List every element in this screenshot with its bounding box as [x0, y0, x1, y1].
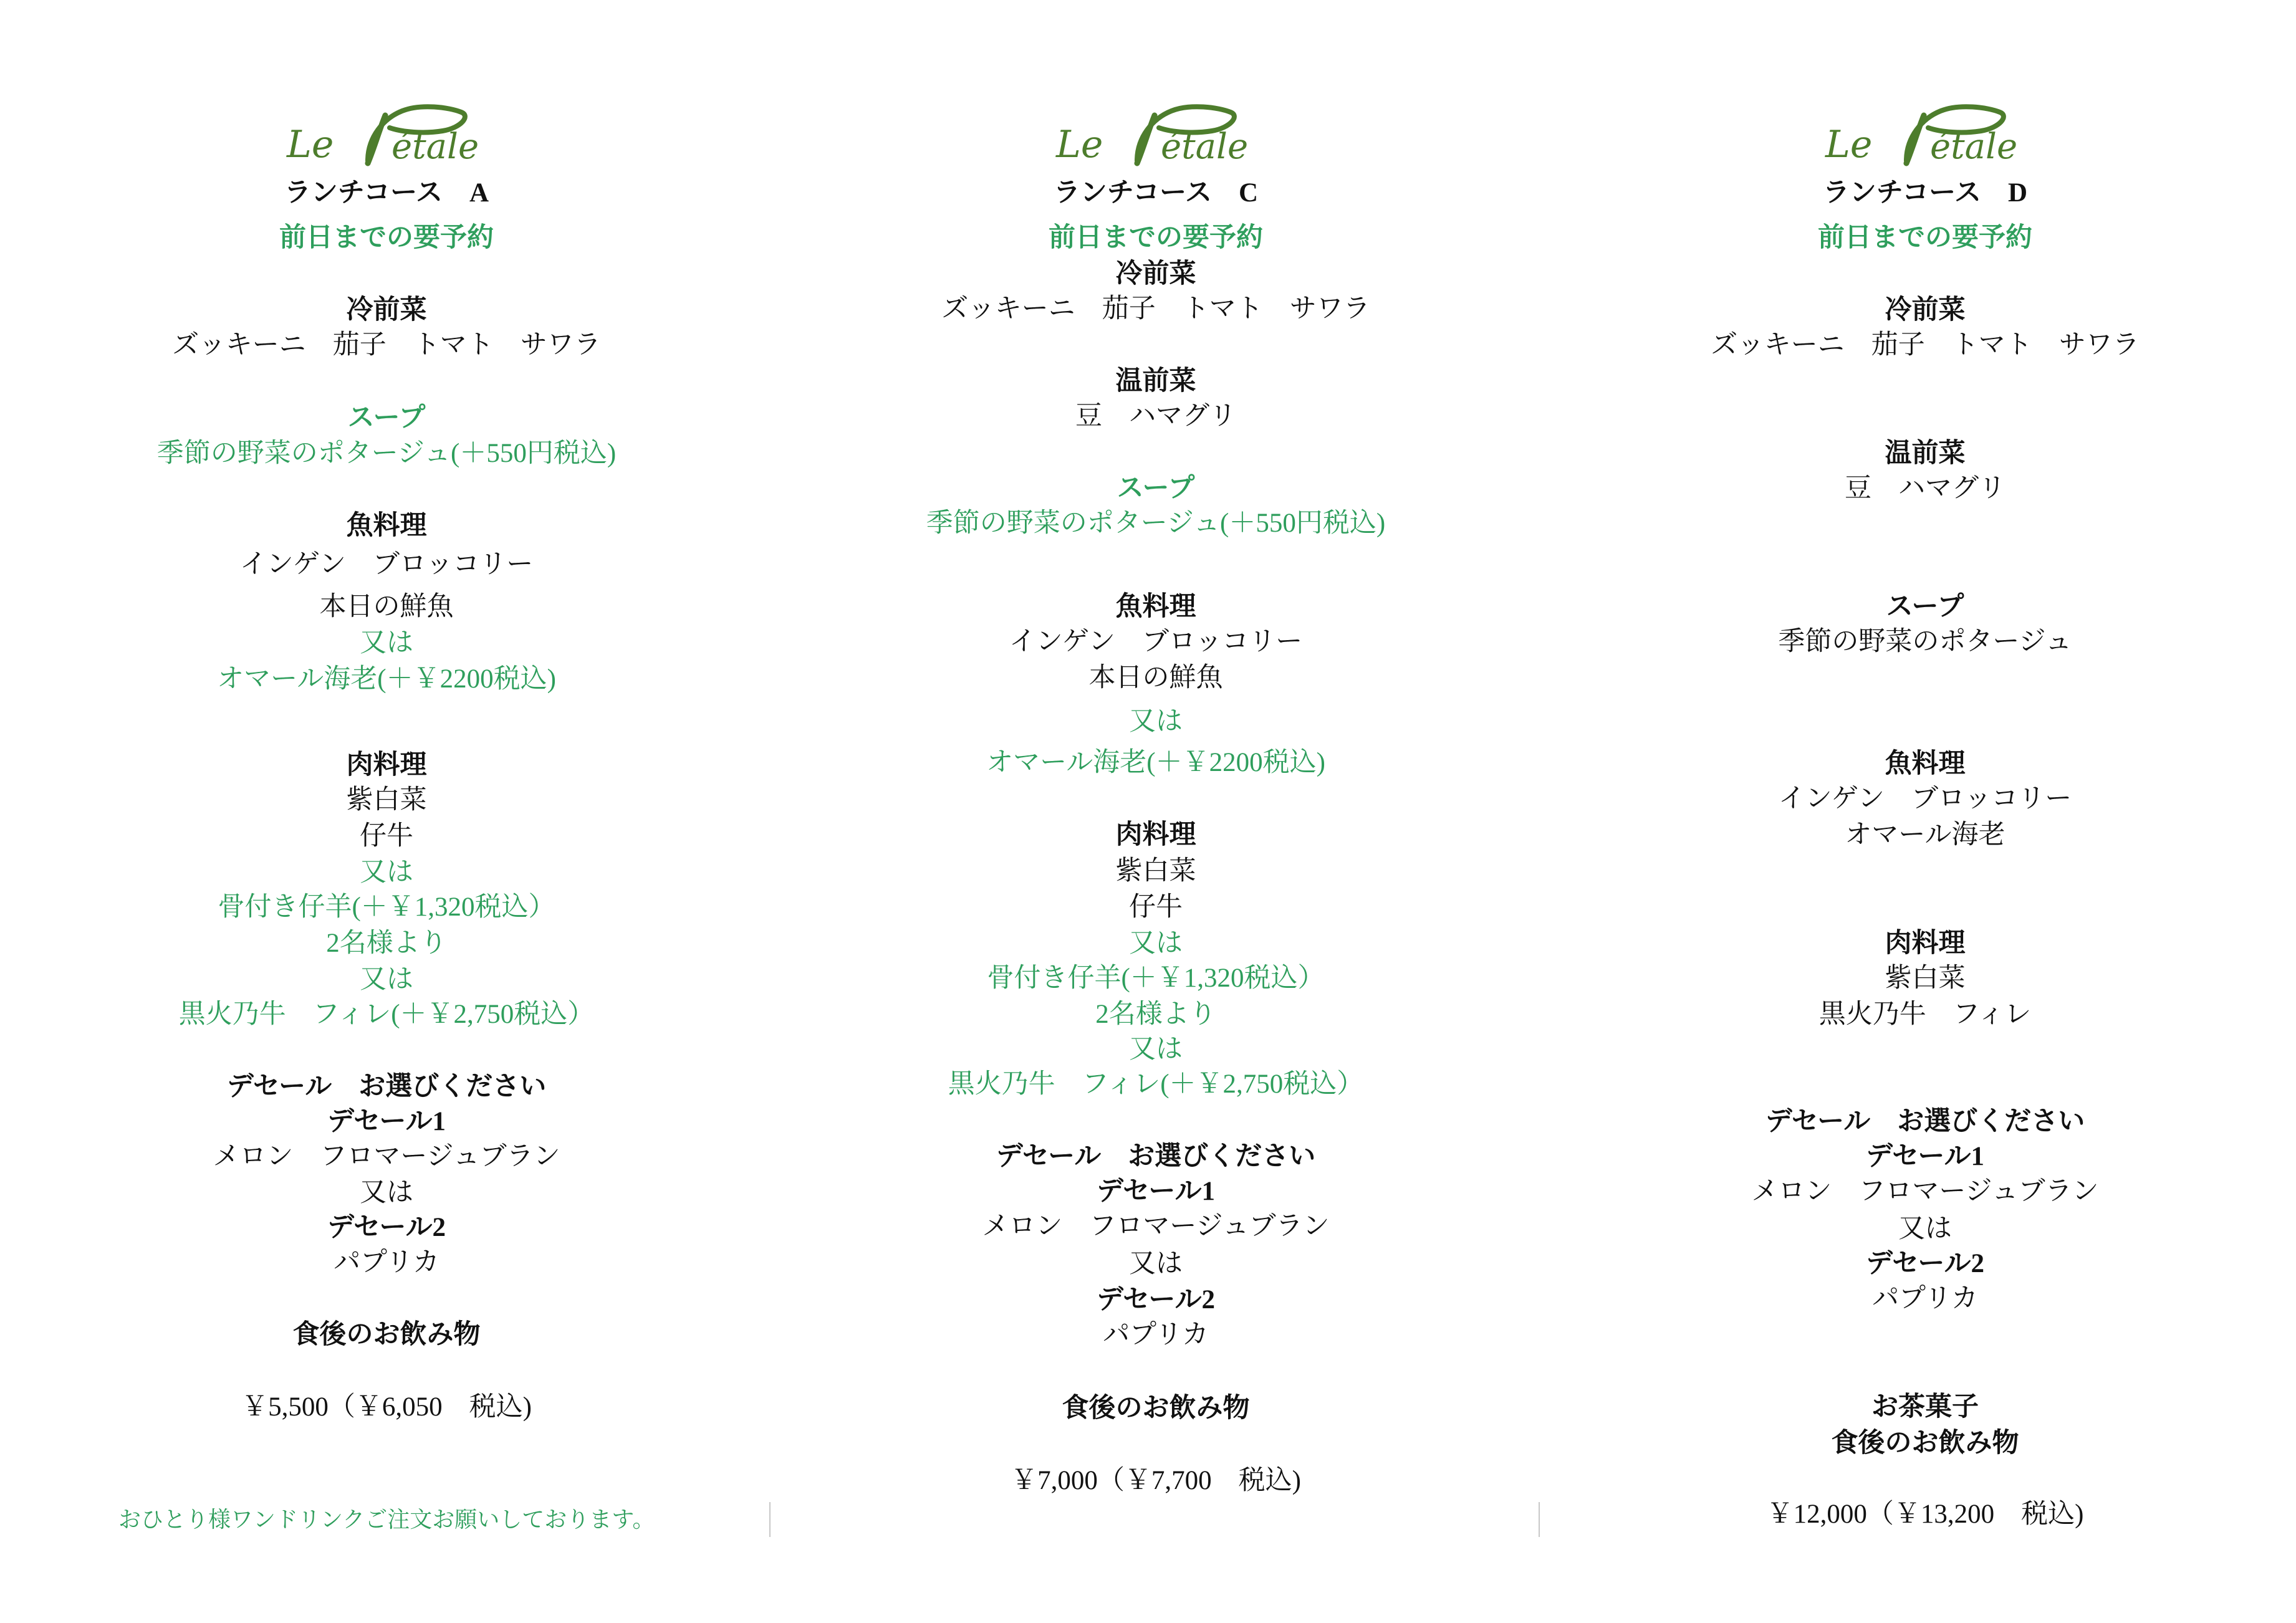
course-title: ランチコース D: [1822, 178, 2028, 208]
meat-option-beef: 黒火乃牛 フィレ(＋￥2,750税込）: [948, 1070, 1364, 1099]
meat-option-lamb: 骨付き仔羊(＋￥1,320税込）: [218, 893, 555, 922]
meat-or: 又は: [360, 858, 413, 887]
fish-main: 本日の鮮魚: [319, 592, 454, 621]
fish-heading: 魚料理: [1885, 749, 1966, 778]
soup-heading: スープ: [1117, 474, 1195, 503]
meat-heading: 肉料理: [1885, 929, 1966, 958]
fish-garnish: インゲン ブロッコリー: [239, 550, 534, 579]
meat-or: 又は: [360, 965, 413, 994]
meat-minimum: 2名様より: [1095, 1000, 1216, 1029]
meat-main: 仔牛: [360, 821, 413, 851]
menu-card-d: [1613, 0, 2237, 1623]
meat-heading: 肉料理: [1115, 820, 1196, 850]
dessert1-heading: デセール1: [327, 1107, 446, 1136]
fish-option: オマール海老(＋￥2200税込): [986, 748, 1325, 777]
fish-main: 本日の鮮魚: [1088, 663, 1223, 692]
cold-appetizer-items: ズッキーニ 茄子 トマト サワラ: [1711, 330, 2140, 360]
course-title: ランチコース A: [284, 178, 489, 208]
soup-item: 季節の野菜のポタージュ(＋550円税込): [926, 509, 1386, 538]
dessert1-heading: デセール1: [1865, 1142, 1985, 1171]
soup-heading: スープ: [1886, 592, 1964, 621]
meat-garnish: 紫白菜: [346, 785, 427, 815]
soup-item: 季節の野菜のポタージュ: [1778, 627, 2072, 656]
warm-appetizer-heading: 温前菜: [1885, 439, 1966, 468]
reservation-note: 前日までの要予約: [279, 223, 494, 252]
dessert-heading: デセール お選びください: [996, 1142, 1316, 1171]
le-petale-logo: [274, 93, 499, 175]
meat-minimum: 2名様より: [326, 929, 447, 958]
meat-option-lamb: 骨付き仔羊(＋￥1,320税込）: [987, 964, 1325, 993]
meat-garnish: 紫白菜: [1885, 964, 1966, 993]
le-petale-logo: [1044, 93, 1268, 175]
dessert2-heading: デセール2: [327, 1213, 446, 1242]
meat-main: 仔牛: [1129, 893, 1183, 922]
le-petale-logo: [1813, 93, 2037, 175]
fish-option: オマール海老(＋￥2200税込): [217, 664, 556, 694]
dessert2-item: パプリカ: [1103, 1320, 1209, 1349]
fish-garnish: インゲン ブロッコリー: [1778, 784, 2072, 813]
meat-or: 又は: [1129, 1035, 1183, 1064]
cold-appetizer-heading: 冷前菜: [1885, 295, 1966, 325]
menu-card-a: [75, 0, 698, 1623]
column-divider: [769, 1502, 771, 1537]
cold-appetizer-items: ズッキーニ 茄子 トマト サワラ: [941, 294, 1370, 323]
dessert-or: 又は: [1129, 1249, 1183, 1278]
meat-main: 黒火乃牛 フィレ: [1818, 1000, 2032, 1029]
course-price: ￥12,000（￥13,200 税込): [1766, 1500, 2084, 1529]
fish-garnish: インゲン ブロッコリー: [1009, 627, 1303, 656]
meat-garnish: 紫白菜: [1115, 856, 1196, 886]
soup-heading: スープ: [347, 403, 426, 433]
cold-appetizer-heading: 冷前菜: [1115, 259, 1196, 289]
dessert1-item: メロン フロマージュブラン: [213, 1142, 560, 1171]
dessert-or: 又は: [360, 1178, 413, 1207]
dessert-or: 又は: [1898, 1214, 1952, 1243]
fish-heading: 魚料理: [1115, 592, 1196, 621]
meat-or: 又は: [1129, 929, 1183, 958]
fish-main: オマール海老: [1845, 820, 2005, 850]
after-meal-drink: 食後のお飲み物: [1831, 1429, 2019, 1458]
course-price: ￥5,500（￥6,050 税込): [241, 1392, 532, 1422]
meat-option-beef: 黒火乃牛 フィレ(＋￥2,750税込）: [178, 1000, 595, 1029]
after-meal-drink: 食後のお飲み物: [292, 1320, 481, 1349]
dessert1-item: メロン フロマージュブラン: [982, 1212, 1330, 1241]
dessert1-item: メロン フロマージュブラン: [1751, 1177, 2099, 1206]
cold-appetizer-items: ズッキーニ 茄子 トマト サワラ: [172, 330, 601, 360]
tea-sweets: お茶菓子: [1871, 1392, 1979, 1422]
one-drink-note: おひとり様ワンドリンクご注文お願いしております。: [118, 1507, 655, 1532]
dessert-heading: デセール お選びください: [1765, 1107, 2085, 1136]
cold-appetizer-heading: 冷前菜: [346, 295, 427, 325]
course-price: ￥7,000（￥7,700 税込): [1011, 1466, 1301, 1495]
dessert-heading: デセール お選びください: [226, 1072, 547, 1101]
dessert2-item: パプリカ: [334, 1248, 440, 1277]
fish-or: 又は: [1129, 707, 1183, 736]
fish-or: 又は: [360, 628, 413, 658]
dessert1-heading: デセール1: [1096, 1177, 1216, 1206]
soup-item: 季節の野菜のポタージュ(＋550円税込): [156, 439, 617, 468]
dessert2-heading: デセール2: [1096, 1285, 1216, 1314]
menu-card-c: [844, 0, 1467, 1623]
warm-appetizer-items: 豆 ハマグリ: [1845, 474, 2005, 503]
reservation-note: 前日までの要予約: [1818, 223, 2032, 252]
course-title: ランチコース C: [1053, 178, 1259, 208]
fish-heading: 魚料理: [346, 511, 427, 540]
warm-appetizer-heading: 温前菜: [1115, 366, 1196, 396]
column-divider: [1539, 1502, 1540, 1537]
dessert2-heading: デセール2: [1865, 1249, 1985, 1278]
meat-heading: 肉料理: [346, 750, 427, 780]
reservation-note: 前日までの要予約: [1049, 223, 1263, 252]
warm-appetizer-items: 豆 ハマグリ: [1075, 401, 1236, 431]
dessert2-item: パプリカ: [1872, 1284, 1978, 1313]
after-meal-drink: 食後のお飲み物: [1062, 1394, 1250, 1423]
